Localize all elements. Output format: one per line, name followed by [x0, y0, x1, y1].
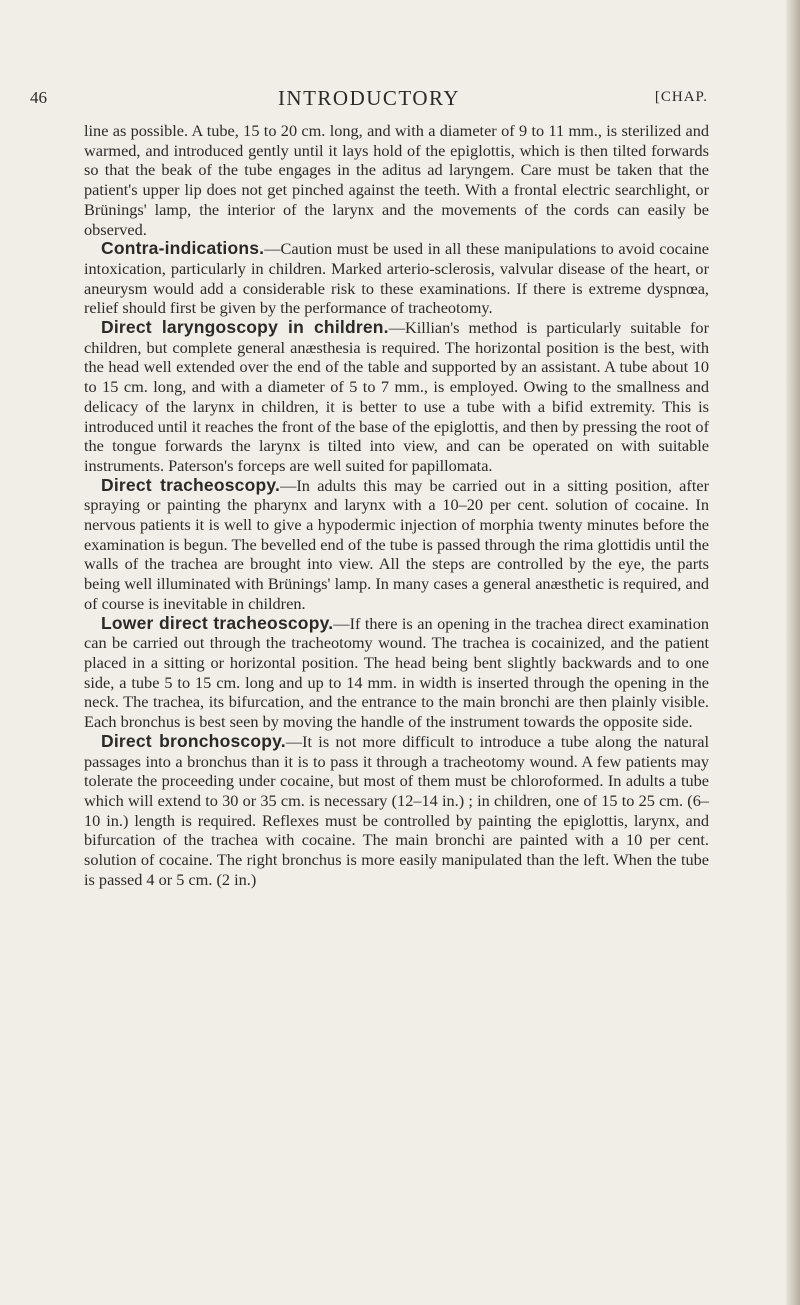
running-header: [30, 86, 708, 112]
section-heading: Lower direct tracheoscopy.: [101, 612, 334, 633]
section-heading: Contra-indications.: [101, 238, 265, 259]
paragraph-bronchoscopy: [84, 732, 709, 890]
body-text: [84, 121, 709, 889]
paragraph-contra-indications: [84, 239, 709, 318]
section-heading: Direct tracheoscopy.: [101, 474, 281, 495]
paragraph-text: —Caution must be used in all these manipulations to avoid cocaine intoxication, particularly in children. Marked arterio-sclerosis, valvular disease of the heart, or aneurysm would add a considerable risk to these examinations. If there is extreme dyspnœa, relief should first be given by the performance of tracheotomy.: [84, 239, 709, 318]
paragraph-laryngoscopy-children: [84, 318, 709, 476]
paragraph-lower-tracheoscopy: [84, 614, 709, 732]
section-heading: Direct bronchoscopy.: [101, 730, 286, 751]
paragraph-text: line as possible. A tube, 15 to 20 cm. long, and with a diameter of 9 to 11 mm., is sterilized and warmed, and introduced gently until it lays hold of the epiglottis, which is then tilted forwards so that the beak of the tube engages in the aditus ad laryngem. Care must be taken that the patient's upper lip does not get pinched against the teeth. With a frontal electric searchlight, or Brünings' lamp, the interior of the larynx and the movements of the cords can easily be observed.: [84, 121, 709, 239]
paragraph-continued: [84, 121, 709, 239]
paragraph-text: —In adults this may be carried out in a sitting position, after spraying or painting the pharynx and larynx with a 10–20 per cent. solution of cocaine. In nervous patients it is well to give a hypodermic injection of morphia twenty minutes before the examination is begun. The bevelled end of the tube is passed through the rima glottidis until the walls of the trachea are brought into view. All the steps are controlled by the eye, the parts being well illuminated with Brünings' lamp. In many cases a general anæsthetic is required, and of course is inevitable in children.: [84, 475, 709, 613]
chapter-label: [CHAP.: [654, 89, 708, 105]
page-number: 46: [30, 88, 47, 107]
running-title: INTRODUCTORY: [277, 86, 461, 110]
section-heading: Direct laryngoscopy in children.: [101, 317, 389, 338]
paragraph-text: —If there is an opening in the trachea direct examination can be carried out through the tracheotomy wound. The trachea is cocainized, and the patient placed in a sitting or horizontal position. The head being bent slightly backwards and to one side, a tube 5 to 15 cm. long and up to 14 mm. in width is inserted through the opening in the neck. The trachea, its bifurcation, and the entrance to the main bronchi are then plainly visible. Each bronchus is best seen by moving the handle of the instrument towards the opposite side.: [84, 613, 709, 732]
paragraph-text: —It is not more difficult to introduce a tube along the natural passages into a bronchus than it is to pass it through a tracheotomy wound. A few patients may tolerate the proceeding under cocaine, but most of them must be chloroformed. In adults a tube which will extend to 30 or 35 cm. is necessary (12–14 in.) ; in children, one of 15 to 25 cm. (6–10 in.) length is required. Reflexes must be controlled by painting the epiglottis, larynx, and bifurcation of the trachea with cocaine. The main bronchi are painted with a 10 per cent. solution of cocaine. The right bronchus is more easily manipulated than the left. When the tube is passed 4 or 5 cm. (2 in.): [84, 731, 709, 889]
page-edge-shadow: [786, 0, 800, 1305]
paragraph-text: —Killian's method is particularly suitable for children, but complete general anæsthesia is required. The horizontal position is the best, with the head well extended over the end of the table and supported by an assistant. A tube about 10 to 15 cm. long, and with a diameter of 5 to 7 mm., is employed. Owing to the smallness and delicacy of the larynx in children, it is better to use a tube with a bifid extremity. This is introduced until it reaches the front of the base of the epiglottis, and then by pressing the root of the tongue forwards the larynx is tilted into view, and can be operated on with suitable instruments. Paterson's forceps are well suited for papillomata.: [84, 318, 709, 475]
paragraph-direct-tracheoscopy: [84, 476, 709, 614]
